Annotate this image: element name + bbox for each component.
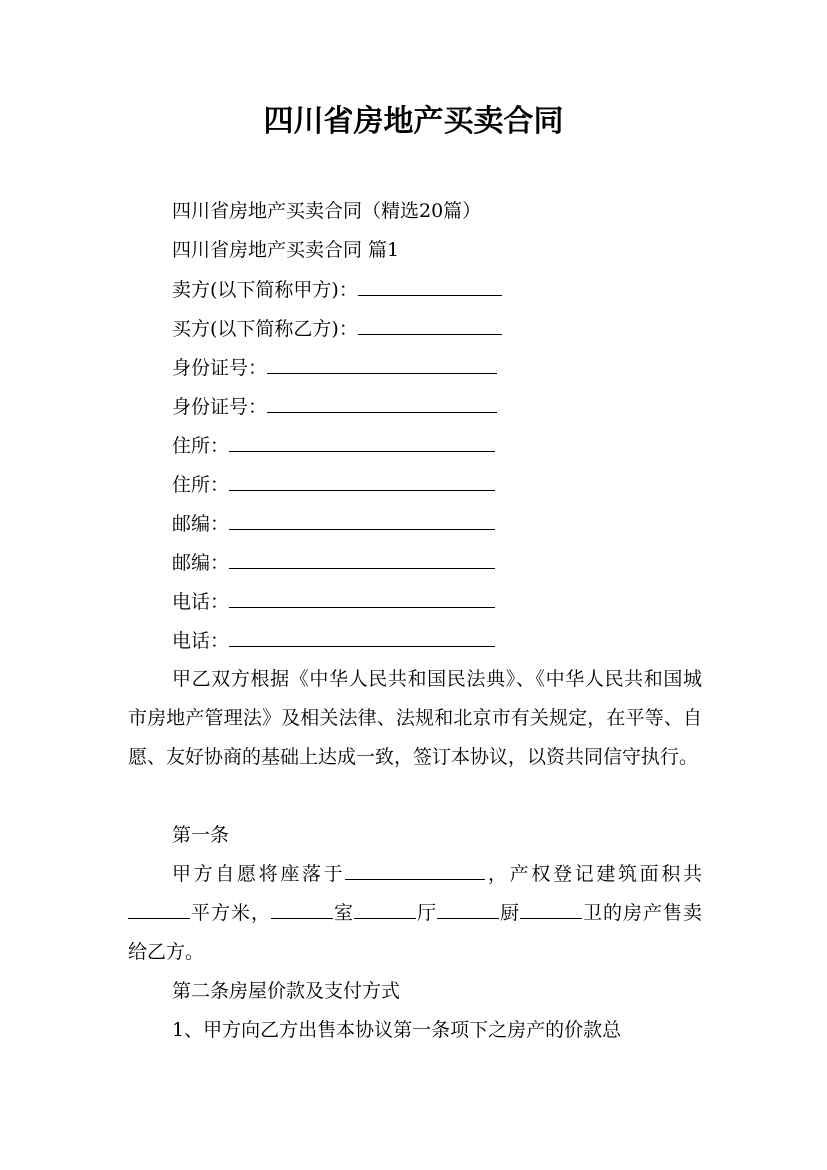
chapter-heading: 四川省房地产买卖合同 篇1 (172, 239, 400, 261)
address-label: 住所： (172, 435, 230, 457)
id-line-1 (172, 355, 497, 380)
address-blank[interactable] (229, 472, 495, 491)
address-label: 住所： (172, 474, 230, 496)
zip-label: 邮编： (172, 552, 230, 574)
zip-line-1 (172, 511, 495, 536)
article-1-text-a: 甲方自愿将座落于 (172, 863, 346, 885)
address-line-1 (172, 433, 495, 458)
buyer-line (172, 316, 502, 341)
phone-blank[interactable] (229, 628, 495, 647)
seller-blank[interactable] (358, 277, 502, 296)
zip-blank[interactable] (229, 511, 495, 530)
article-2-heading: 第二条房屋价款及支付方式 (172, 980, 401, 1002)
article-1-text-c: 平方米， (190, 902, 271, 924)
seller-label: 卖方(以下简称甲方)： (172, 279, 358, 301)
article-1-heading: 第一条 (172, 824, 230, 846)
id-blank[interactable] (267, 355, 497, 374)
id-label: 身份证号： (172, 357, 268, 379)
zip-label: 邮编： (172, 513, 230, 535)
zip-line-2 (172, 550, 495, 575)
location-blank[interactable] (345, 861, 485, 880)
area-blank[interactable] (128, 900, 190, 919)
halls-blank[interactable] (354, 900, 416, 919)
id-line-2 (172, 394, 497, 419)
article-1-text-b: ，产权登记建筑面积共 (485, 863, 702, 885)
document-title: 四川省房地产买卖合同 (263, 104, 564, 139)
id-label: 身份证号： (172, 396, 268, 418)
phone-line-2 (172, 628, 495, 653)
address-line-2 (172, 472, 495, 497)
zip-blank[interactable] (229, 550, 495, 569)
article-1-text-f: 厨 (498, 902, 520, 924)
article-2-item-1: 1、甲方向乙方出售本协议第一条项下之房产的价款总 (172, 1019, 622, 1041)
article-1-text-d: 室 (332, 902, 354, 924)
subtitle: 四川省房地产买卖合同（精选20篇） (172, 200, 482, 222)
phone-label: 电话： (172, 630, 230, 652)
article-1-text-e: 厅 (415, 902, 437, 924)
article-1-paragraph (128, 855, 702, 972)
kitchens-blank[interactable] (437, 900, 499, 919)
article-1-text-g: 卫的房产售卖给乙方。 (128, 902, 702, 963)
phone-label: 电话： (172, 591, 230, 613)
intro-paragraph: 甲乙双方根据《中华人民共和国民法典》、《中华人民共和国城市房地产管理法》及相关法律、法规和北京市有关规定，在平等、自愿、友好协商的基础上达成一致，签订本协议，以资共同信守执行。 (128, 668, 702, 768)
rooms-blank[interactable] (271, 900, 333, 919)
seller-line (172, 277, 502, 302)
bathrooms-blank[interactable] (520, 900, 582, 919)
buyer-blank[interactable] (358, 316, 502, 335)
buyer-label: 买方(以下简称乙方)： (172, 318, 358, 340)
phone-blank[interactable] (229, 589, 495, 608)
phone-line-1 (172, 589, 495, 614)
id-blank[interactable] (267, 394, 497, 413)
address-blank[interactable] (229, 433, 495, 452)
